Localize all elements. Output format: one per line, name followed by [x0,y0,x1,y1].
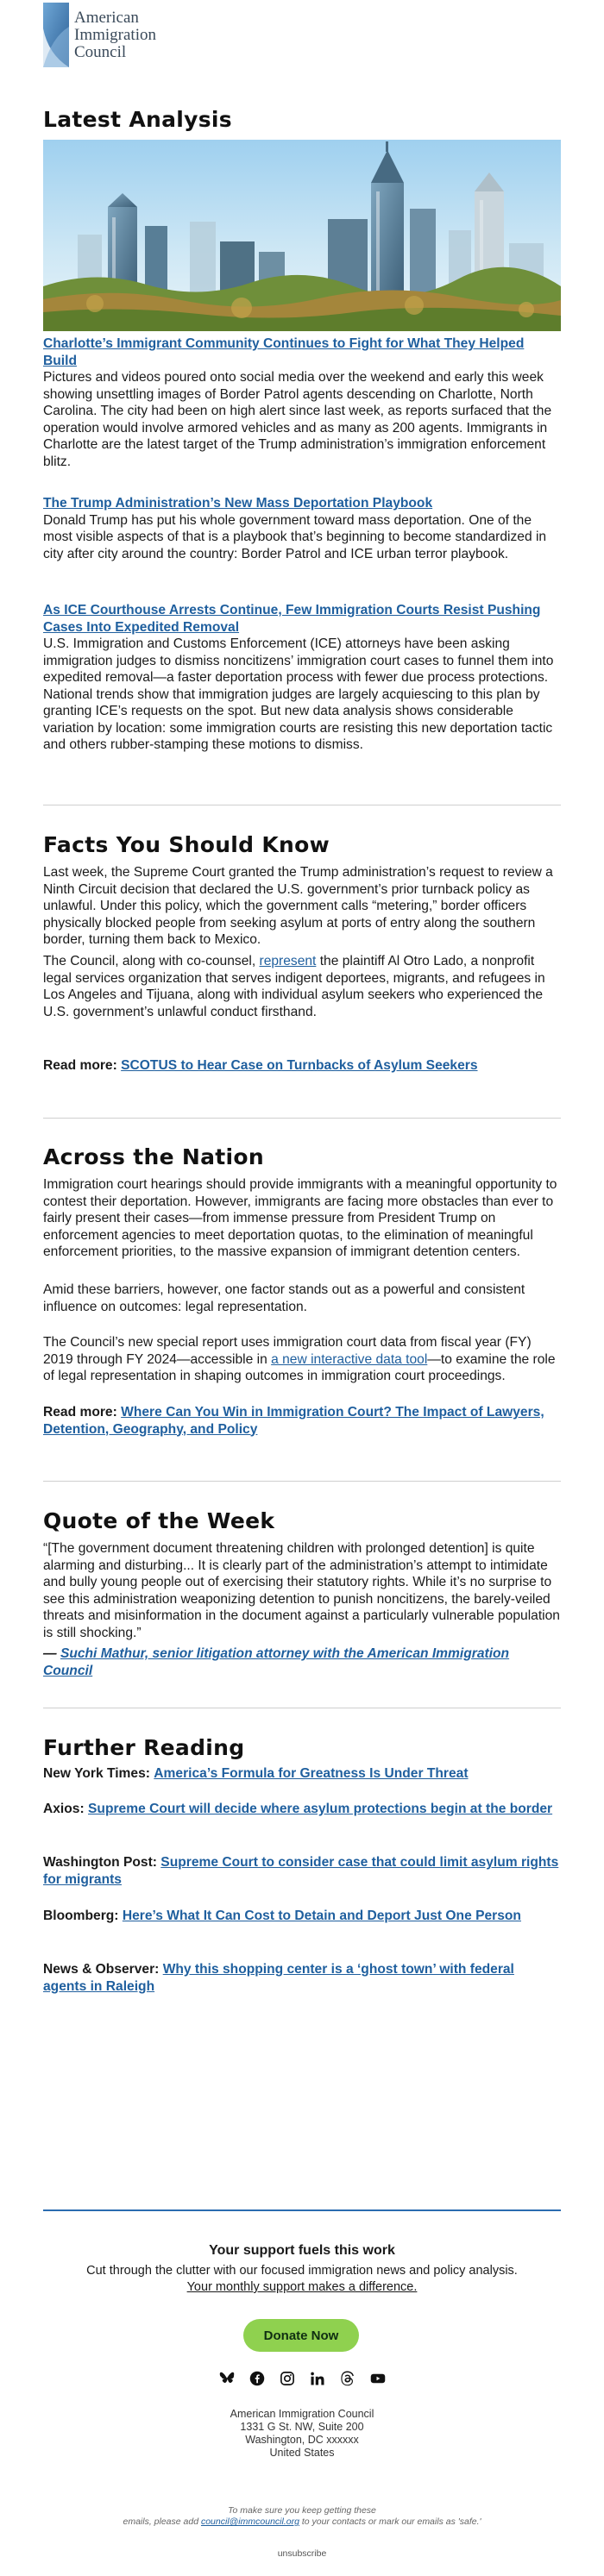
linkedin-icon[interactable] [310,2371,325,2386]
logo-mark-icon [43,3,69,67]
nation-text-2: Amid these barriers, however, one factor stands out as a powerful and consistent influence on outcomes: legal representation. [43,1282,525,1314]
further-source-5: News & Observer: [43,1962,160,1977]
youtube-icon[interactable] [370,2371,386,2386]
article-3-body: U.S. Immigration and Customs Enforcement (ICE) attorneys have been asking immigration judges to dismiss noncitizens’ immigration court cases to funnel them into expedited removal—a faster deportation process with fewer due process protections. National trends show that immigration judges are largely acquiescing to this plan by granting ICE’s requests on the spot. But new data analysis shows considerable variation by location: some immigration courts are resisting this new deportation tactic and others rubber-stamping these motions to dismiss. [43,636,554,752]
further-link-2[interactable]: Supreme Court will decide where asylum protections begin at the border [88,1802,553,1816]
further-item-5 [43,1961,561,1995]
further-source-2: Axios: [43,1802,85,1816]
quote-text: “[The government document threatening children with prolonged detention] is quite alarming and disturbing... It is clearly part of the administration’s attempt to intimidate and bully young people out of exercising their statutory rights. While it’s no surprise to see this administration weaponizing detention to punish noncitizens, the barely-veiled threats and misinformation in the document against a particularly vulnerable population is still shocking.” [43,1541,560,1640]
note-line-2a: emails, please add [123,2516,201,2527]
nation-paragraph-1 [43,1176,561,1261]
nation-text-1: Immigration court hearings should provide immigrants with a meaningful opportunity to contest their deportation. However, immigrants are facing more obstacles than ever to fairly present their cases—from immense pressure from President Trump on enforcement agencies to meet deportation quotas, to the elimination of meaningful enforcement priorities, to the massive expansion of immigrant detention centers. [43,1177,557,1259]
quote-text-block [43,1540,561,1641]
article-3-title-link[interactable]: As ICE Courthouse Arrests Continue, Few Immigration Courts Resist Pushing Cases Into Expedited Removal [43,603,541,635]
article-1-title-link[interactable]: Charlotte’s Immigrant Community Continues to Fight for What They Helped Build [43,336,525,368]
further-item-4 [43,1908,561,1925]
nation-read-more [43,1404,561,1438]
facts-text-2b: the plaintiff Al Otro Lado, a nonprofit legal services organization that serves indigent deportees, migrants, and refugees in Los Angeles and Tijuana, along with individual asylum seekers who experienced the U.S. government’s unlawful conduct firsthand. [43,954,545,1019]
quote-heading: Quote of the Week [43,1508,275,1533]
represent-link[interactable]: represent [259,954,317,968]
address-line-4: United States [269,2447,335,2459]
address-line-3: Washington, DC xxxxxx [245,2434,359,2446]
logo-wordmark [74,3,156,67]
further-source-4: Bloomberg: [43,1908,119,1923]
nation-text-3b: —to examine the role of legal representation in shaping outcomes in immigration court proceedings. [43,1351,556,1383]
article-1 [43,335,561,470]
unsubscribe-block [43,2548,561,2560]
address-block [43,2408,561,2460]
further-source-3: Washington Post: [43,1855,157,1870]
article-3 [43,602,561,754]
further-source-1: New York Times: [43,1766,150,1781]
further-item-1 [43,1765,561,1783]
article-2 [43,495,561,562]
note-line-1: To make sure you keep getting these [228,2505,376,2516]
article-2-title-link[interactable]: The Trump Administration’s New Mass Deportation Playbook [43,496,433,511]
support-text-block [86,2263,518,2296]
read-more-label: Read more: [43,1405,117,1420]
further-link-1[interactable]: America’s Formula for Greatness Is Under Threat [154,1766,469,1781]
address-line-1: American Immigration Council [230,2408,374,2420]
further-item-3 [43,1854,561,1888]
read-more-label: Read more: [43,1058,117,1073]
logo-line-2: Immigration [74,25,156,44]
scotus-turnbacks-link[interactable]: SCOTUS to Hear Case on Turnbacks of Asylum Seekers [121,1058,478,1073]
support-title: Your support fuels this work [209,2243,395,2258]
nation-text-3a: The Council’s new special report uses immigration court data from fiscal year (FY) 2019 through FY 2024—accessible in [43,1335,532,1367]
facts-text-2a: The Council, along with co-counsel, [43,954,260,968]
further-link-4[interactable]: Here’s What It Can Cost to Detain and Deport Just One Person [122,1908,521,1923]
section-divider [43,1118,561,1119]
quote-dash: — [43,1646,60,1661]
facebook-icon[interactable] [249,2371,265,2386]
support-text: Cut through the clutter with our focused immigration news and policy analysis. [86,2264,518,2278]
nation-paragraph-3 [43,1334,561,1385]
threads-icon[interactable] [340,2371,355,2386]
facts-read-more [43,1057,561,1075]
instagram-icon[interactable] [280,2371,295,2386]
council-logo[interactable] [43,3,154,67]
facts-heading: Facts You Should Know [43,832,330,857]
safe-sender-note [43,2505,561,2528]
logo-line-3: Council [74,42,127,61]
quote-attribution-link[interactable]: Suchi Mathur, senior litigation attorney with the American Immigration Council [43,1646,510,1678]
further-link-5[interactable]: Why this shopping center is a ‘ghost town’ with federal agents in Raleigh [43,1962,514,1994]
council-email-link[interactable]: council@immcouncil.org [200,2516,299,2527]
bluesky-icon[interactable] [219,2371,235,2386]
address-line-2: 1331 G St. NW, Suite 200 [240,2421,364,2433]
interactive-data-tool-link[interactable]: a new interactive data tool [271,1351,428,1367]
donate-now-button[interactable]: Donate Now [243,2319,359,2352]
latest-analysis-heading: Latest Analysis [43,107,232,132]
note-line-2b: to your contacts or mark our emails as 'safe.' [299,2516,481,2527]
article-1-body: Pictures and videos poured onto social media over the weekend and early this week showing unsettling images of Border Patrol agents descending on Charlotte, North Carolina. The city had been on high alert since last week, as reports surfaced that the operation would involve armored vehicles and as many as 200 agents. Immigrants in Charlotte are the latest target of the Trump administration’s immigration enforcement blitz. [43,370,552,469]
social-links [216,2371,388,2391]
facts-paragraph-1 [43,864,561,949]
further-reading-heading: Further Reading [43,1735,245,1760]
further-link-3[interactable]: Supreme Court to consider case that could limit asylum rights for migrants [43,1855,559,1887]
article-2-body: Donald Trump has put his whole government toward mass deportation. One of the most visible aspects of that is a playbook that’s beginning to become standardized in city after city around the country: Border Patrol and ICE urban terror playbook. [43,512,547,561]
quote-attribution-block [43,1645,561,1679]
logo-line-1: American [74,8,139,27]
where-can-you-win-link[interactable]: Where Can You Win in Immigration Court? The Impact of Lawyers, Detention, Geography, and Policy [43,1405,544,1437]
footer-divider [43,2209,561,2211]
monthly-support-link[interactable]: Your monthly support makes a difference. [186,2280,418,2294]
nation-paragraph-2 [43,1282,561,1315]
facts-paragraph-2 [43,953,561,1020]
charlotte-skyline-image[interactable] [43,140,561,331]
facts-text-1: Last week, the Supreme Court granted the Trump administration’s request to review a Ninth Circuit decision that declared the U.S. government’s prior turnback policy as unlawful. Under this policy, which the government calls “metering,” border officers physically blocked people from seeking asylum at ports of entry along the southern border, turning them back to Mexico. [43,865,553,947]
further-item-2 [43,1801,561,1818]
section-divider [43,1481,561,1482]
nation-heading: Across the Nation [43,1144,264,1169]
unsubscribe-link[interactable]: unsubscribe [277,2548,327,2559]
